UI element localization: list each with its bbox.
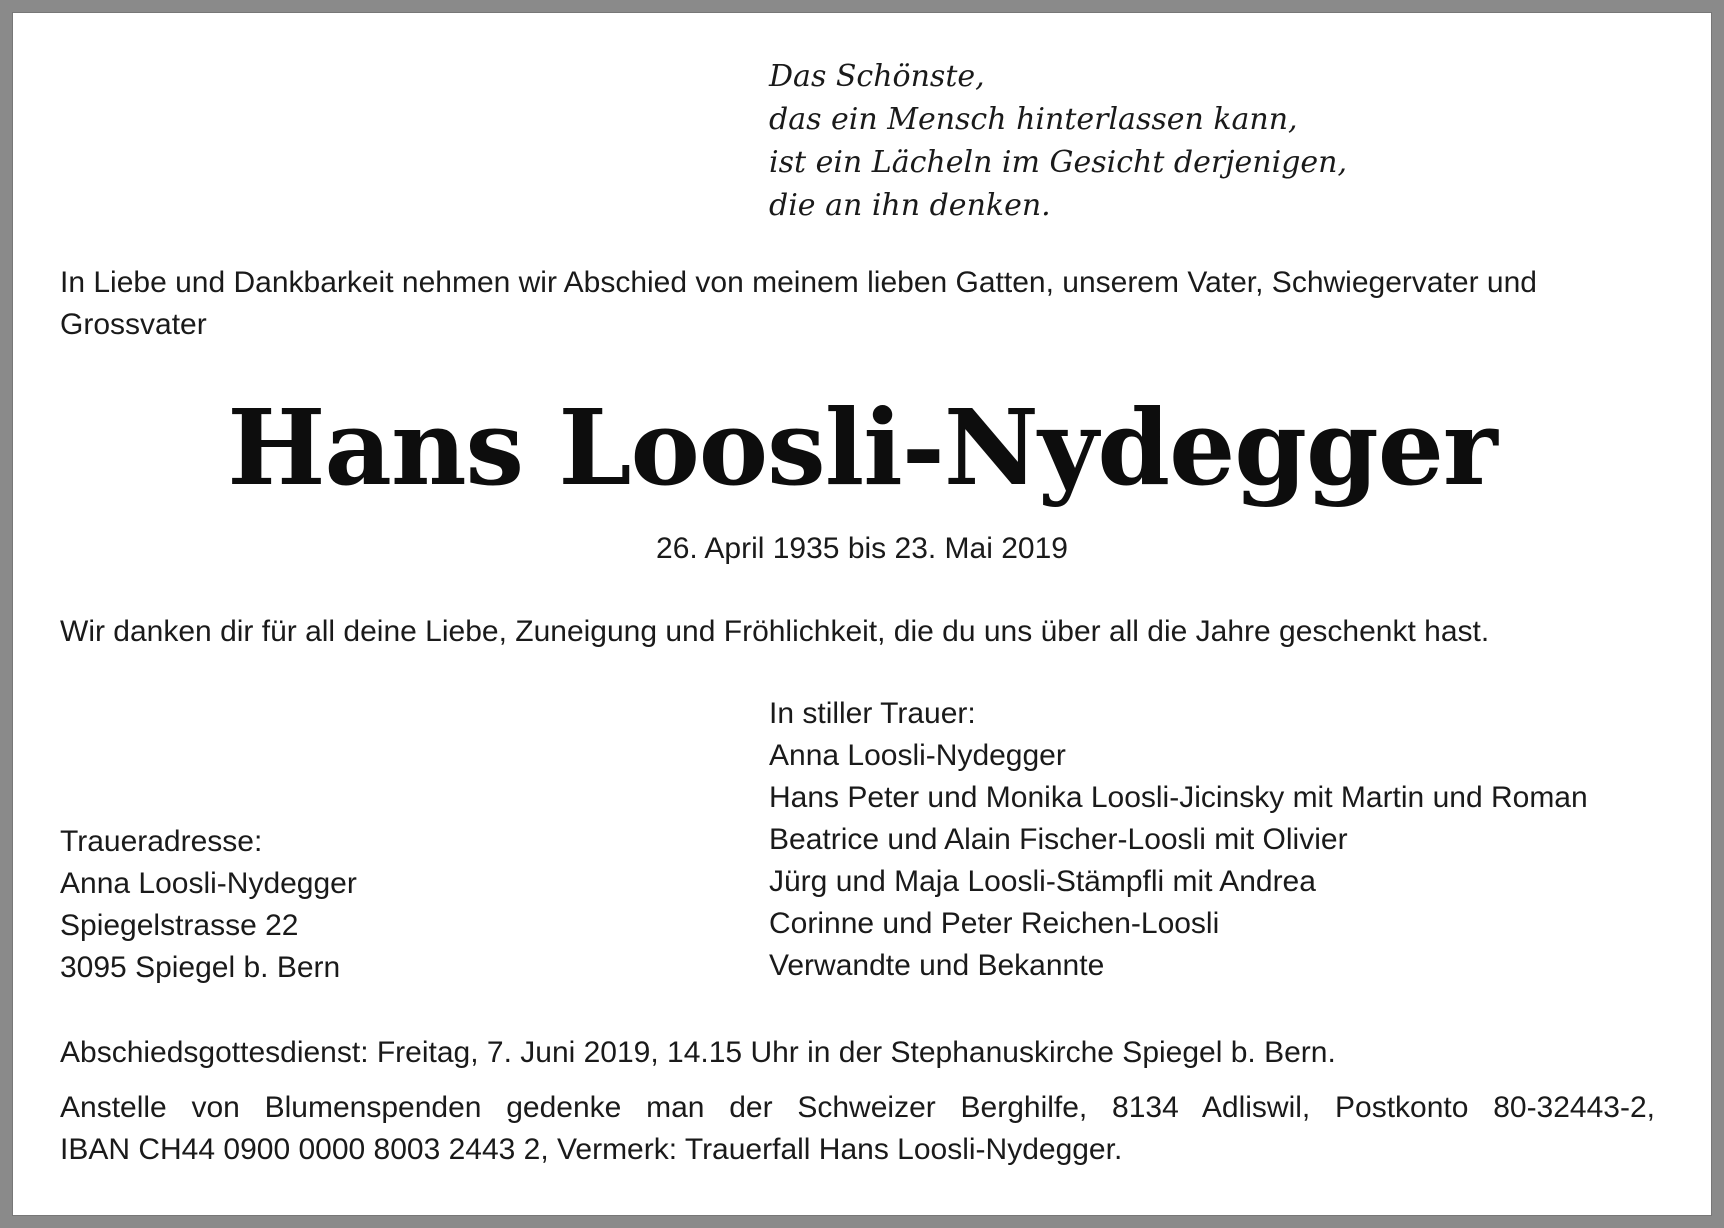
memorial-quote	[769, 55, 1347, 227]
donation-line: Anstelle von Blumenspenden gedenke man der Schweizer Berghilfe, 8134 Adliswil, Postkonto 80-32443-2,	[60, 1091, 1655, 1124]
mourning-address	[60, 821, 357, 989]
mourner-entry: Beatrice und Alain Fischer-Loosli mit Olivier	[769, 823, 1348, 856]
address-city: 3095 Spiegel b. Bern	[60, 951, 341, 984]
quote-line: Das Schönste,	[769, 59, 985, 94]
address-street: Spiegelstrasse 22	[60, 909, 299, 942]
life-dates: 26. April 1935 bis 23. Mai 2019	[656, 532, 1068, 565]
quote-line: das ein Mensch hinterlassen kann,	[769, 102, 1298, 137]
address-name: Anna Loosli-Nydegger	[60, 867, 357, 900]
donation-line: IBAN CH44 0900 0000 8003 2443 2, Vermerk: Trauerfall Hans Loosli-Nydegger.	[60, 1133, 1123, 1166]
mourner-entry: Anna Loosli-Nydegger	[769, 739, 1066, 772]
thanks-paragraph: Wir danken dir für all deine Liebe, Zuneigung und Fröhlichkeit, die du uns über all die Jahre geschenkt hast.	[60, 615, 1490, 648]
mourner-entry: Hans Peter und Monika Loosli-Jicinsky mit Martin und Roman	[769, 781, 1588, 814]
mourners-heading: In stiller Trauer:	[769, 697, 976, 730]
mourner-entry: Verwandte und Bekannte	[769, 949, 1105, 982]
mourner-entry: Jürg und Maja Loosli-Stämpfli mit Andrea	[769, 865, 1316, 898]
quote-line: ist ein Lächeln im Gesicht derjenigen,	[769, 145, 1348, 180]
quote-line: die an ihn denken.	[769, 188, 1051, 223]
mourners-list	[769, 693, 1588, 987]
obituary-notice	[13, 13, 1711, 1215]
deceased-name: Hans Loosli-Nydegger	[227, 386, 1497, 509]
mourner-entry: Corinne und Peter Reichen-Loosli	[769, 907, 1220, 940]
service-info: Abschiedsgottesdienst: Freitag, 7. Juni 2019, 14.15 Uhr in der Stephanuskirche Spiegel b. Bern.	[60, 1036, 1336, 1069]
donation-info	[60, 1087, 1655, 1171]
address-heading: Traueradresse:	[60, 825, 263, 858]
intro-paragraph: In Liebe und Dankbarkeit nehmen wir Abschied von meinem lieben Gatten, unserem Vater, Schwiegervater und Grossvater	[60, 266, 1537, 341]
